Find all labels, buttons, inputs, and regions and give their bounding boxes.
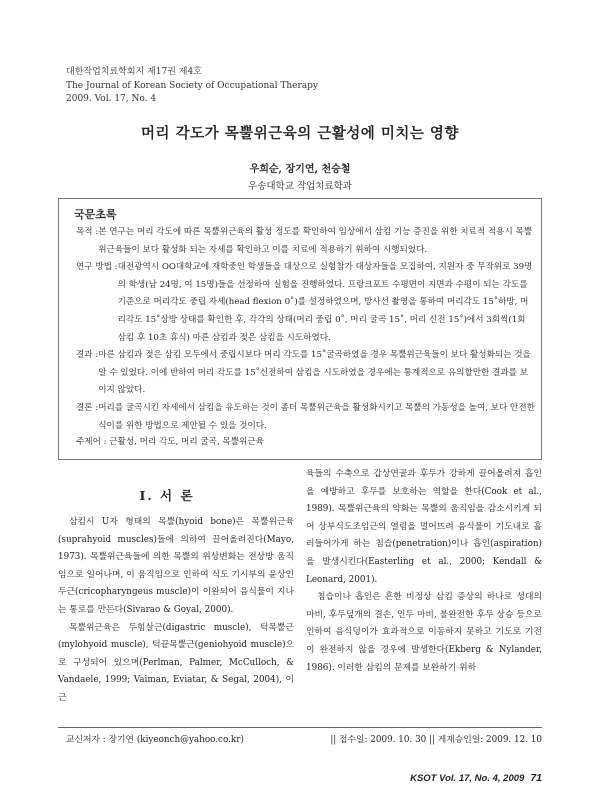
journal-header	[66, 66, 318, 107]
body-column-right	[306, 466, 542, 677]
corresponding-author: 교신저자 : 장기연 (kiyeonch@yahoo.co.kr)	[66, 735, 244, 745]
journal-volume: 2009. Vol. 17, No. 4	[66, 94, 157, 104]
abstract-keywords	[76, 435, 536, 449]
abstract-results-label: 결과 :	[76, 350, 99, 361]
abstract-conclusion-label: 결론 :	[76, 402, 99, 413]
abstract-results-text: 마른 삼킴과 젖은 삼킴 모두에서 중립시보다 머리 각도를 15˚굴곡하였을 경우 목뿔위근육들이 보다 활성화되는 것을 알 수 있었다. 이에 반하여 머리 각도를 15˚신전하여 삼킴을 시도하였을 경우에는 통계적으로 유의할만한 결과를 보이지 않았다.	[98, 350, 531, 396]
abstract-methods	[76, 259, 536, 347]
received-date: || 접수일: 2009. 10. 30	[330, 735, 427, 745]
running-footer-text: KSOT Vol. 17, No. 4, 2009	[410, 773, 525, 784]
page-number: 71	[530, 772, 542, 784]
accepted-date: || 게재승인일: 2009. 12. 10	[429, 735, 542, 745]
body-paragraph: 삼킴시 U자 형태의 목뿔(hyoid bone)은 목뿔위근육(suprahyoid muscles)들에 의하여 끌어올려진다(Mayo, 1973). 목뿔위근육들에 의한 목뿔의 위상변화는 전상방 움직임으로 일어나며, 이 움직임으로 인하여 식도 기시부의 윤상인두근(cricopharyngeus muscle)이 이완되어 음식물이 지나는 통로를 만든다(Sivarao & Goyal, 2000).	[58, 517, 294, 615]
abstract-purpose	[76, 224, 536, 259]
abstract-body	[76, 224, 536, 435]
keywords-text: 근활성, 머리 각도, 머리 굴곡, 목뿔위근육	[109, 437, 264, 447]
submission-dates	[306, 732, 542, 745]
abstract-methods-label: 연구 방법 :	[76, 262, 118, 273]
abstract-conclusion-text: 머리를 굴곡시킨 자세에서 삼킴을 유도하는 것이 좀더 목뿔위근육을 활성화시키고 목뿔의 가동성을 높여, 보다 안전한 식이를 위한 방법으로 제안될 수 있을 것이다.	[98, 402, 535, 431]
paper-title: 머리 각도가 목뿔위근육의 근활성에 미치는 영향	[141, 125, 459, 142]
affiliation: 우송대학교 작업치료학과	[248, 181, 352, 192]
body-paragraph: 목뿔위근육은 두힘살근(digastric muscle), 턱목뿔근(mylohyoid muscle), 턱끝목뿔근(geniohyoid muscle)으로 구성되어 있으며(Perlman, Palmer, McCulloch, & Vandaele, 1999; Vaiman, Eviatar, & Segal, 2004), 이 근	[58, 622, 294, 703]
journal-name-english: The Journal of Korean Society of Occupational Therapy	[66, 80, 319, 91]
author-list: 우희순, 장기연, 천승철	[249, 164, 351, 175]
abstract-purpose-label: 목적 :	[76, 227, 99, 237]
journal-name-korean: 대한작업치료학회지 제17권 제4호	[66, 67, 202, 77]
abstract-methods-text: 대전광역시 OO대학교에 재학중인 학생들을 대상으로 실험참가 대상자들을 모집하여, 지원자 중 무작위로 39명의 학생(남 24명, 여 15명)들을 선정하여 실험을 진행하였다. 프랑크포트 수평면이 지면과 수평이 되는 각도를 기준으로 머리각도 중립 자세(head flexion 0˚)를 설정하였으며, 방사선 촬영을 통하여 머리각도 15˚하방, 머리각도 15˚상방 상태를 확인한 후, 각각의 상태(머리 중립 0˚, 머리 굴곡 15˚, 머리 신전 15˚)에서 3회씩(1회 삼킴 후 10초 휴식) 마른 삼킴과 젖은 삼킴을 시도하였다.	[117, 262, 533, 343]
body-column-left	[58, 514, 294, 708]
running-footer	[410, 772, 542, 784]
footnote-divider	[58, 727, 542, 728]
body-paragraph: 육들의 수축으로 갑상연골과 후두가 강하게 끌어올려져 흡인을 예방하고 후두를 보호하는 역할을 한다(Cook et al., 1989). 목뿔위근육의 약화는 목뿔의 움직임을 감소시키게 되어 상부식도조임근의 열림을 멀어뜨려 음식물이 기도내로 흘러들어가게 하는 침습(penetration)이나 흡인(aspiration)을 발생시킨다(Easterling et al., 2000; Kendall & Leonard, 2001).	[306, 469, 542, 585]
abstract-conclusion	[76, 400, 536, 435]
abstract-purpose-text: 본 연구는 머리 각도에 따른 목뿔위근육의 활성 정도를 확인하여 임상에서 삼킴 기능 증진을 위한 치료적 적용시 목뿔위근육들이 보다 활성화 되는 자세를 확인하고 이를 치료에 적용하기 위하여 시행되었다.	[98, 227, 533, 255]
body-paragraph: 침습이나 흡인은 흔한 비정상 삼킴 증상의 하나로 성대의 마비, 후두덮개의 결손, 인두 마비, 불완전한 후두 상승 등으로 인하여 음식덩이가 효과적으로 이동하지 못하고 기도로 기전이 완전하지 않을 경우에 발생한다(Ekberg & Nylander, 1986). 이러한 삼킴의 문제를 보완하기 위하	[306, 592, 542, 673]
abstract-results	[76, 347, 536, 400]
section-heading-introduction: Ⅰ. 서 론	[139, 488, 195, 503]
keywords-label: 주제어 :	[76, 437, 110, 447]
abstract-heading: 국문초록	[74, 208, 117, 221]
